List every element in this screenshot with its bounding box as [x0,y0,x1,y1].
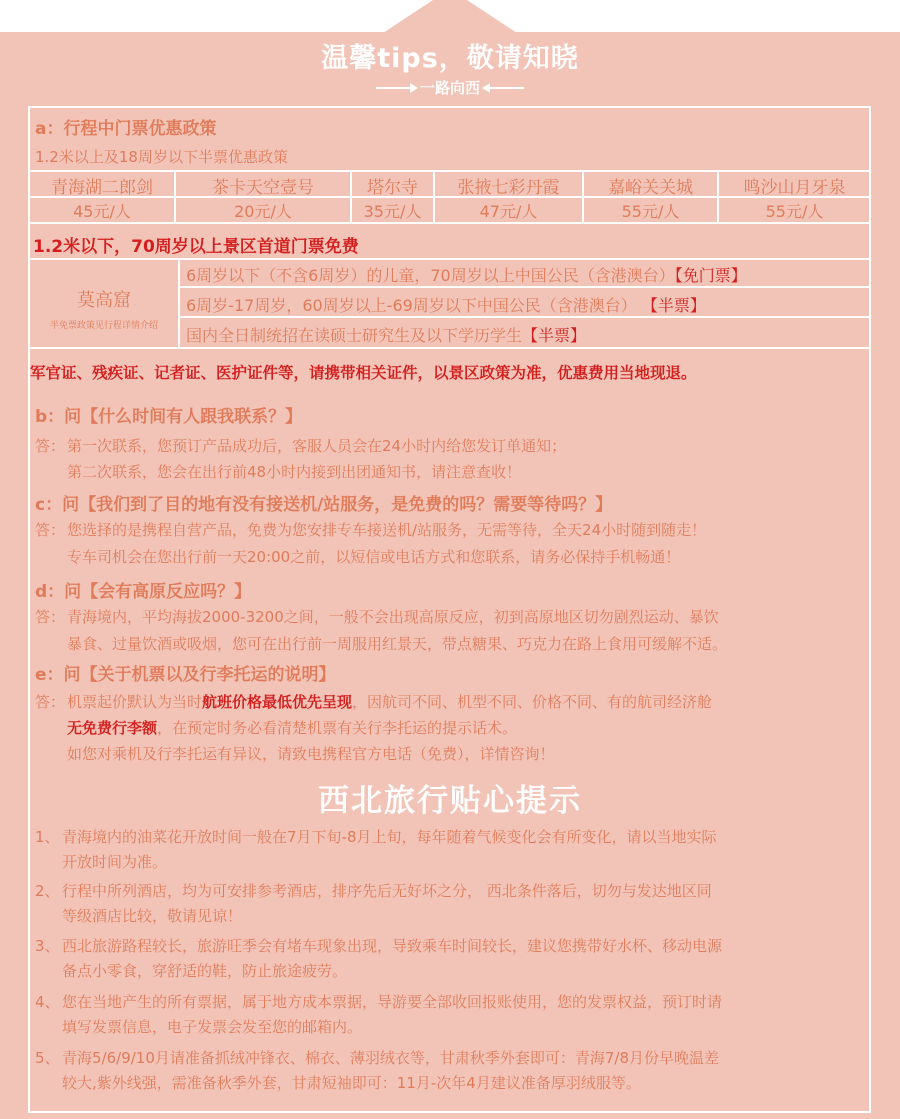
answer-text: ，因航司不同、机型不同、价格不同、有的航司经济舱 [352,693,713,711]
mogao-row-tag: 【半票】 [641,296,706,315]
answer-text: 机票起价默认为当时 [67,693,203,711]
question-c: c：问【我们到了目的地有没有接送机/站服务，是免费的吗？需要等待吗？】 [35,495,613,515]
site-name: 青海湖二郎剑 [51,178,153,198]
site-price: 20元/人 [234,202,292,221]
tip-line: 较大,紫外线强，需准备秋季外套，甘肃短袖即可：11月-次年4月建议准备厚羽绒服等。 [62,1074,641,1092]
answer-line: 专车司机会在您出行前一天20:00之前，以短信或电话方式和您联系，请务必保持手机畅通！ [67,548,681,566]
answer-line: 如您对乘机及行李托运有异议，请致电携程官方电话（免费），详情咨询！ [67,745,555,763]
tip-line: 青海5/6/9/10月请准备抓绒冲锋衣、棉衣、薄羽绒衣等，甘肃秋季外套即可：青海7/8月份早晚温差 [62,1049,720,1067]
mogao-row-text: 国内全日制统招在读硕士研究生及以下学历学生 [186,326,523,345]
answer-line: 青海境内，平均海拔2000-3200之间，一般不会出现高原反应，初到高原地区切勿剧烈运动、暴饮 [67,608,719,626]
table-line [30,347,870,349]
mogao-row-2 [186,293,706,316]
mogao-row-3 [186,323,586,346]
answer-line: 您选择的是携程自营产品，免费为您安排专车接送机/站服务，无需等待，全天24小时随到随走！ [67,521,707,539]
tip-number: 5、 [35,1049,60,1067]
site-name: 鸣沙山月牙泉 [743,178,846,198]
tip-number: 3、 [35,937,60,955]
answer-line: 第二次联系，您会在出行前48小时内接到出团通知书，请注意查收！ [67,463,522,481]
table-line [178,258,180,349]
answer-prefix: 答： [35,437,66,455]
tip-line: 行程中所列酒店，均为可安排参考酒店，排序先后无好坏之分， 西北条件落后，切勿与发达地区同 [62,882,712,900]
tip-number: 2、 [35,882,60,900]
tip-line: 您在当地产生的所有票据，属于地方成本票据，导游要全部收回报账使用，您的发票权益，预订时请 [62,993,723,1011]
site-name: 塔尔寺 [367,178,418,198]
answer-highlight: 航班价格最低优先呈现 [202,693,353,711]
section-a-heading: a：行程中门票优惠政策 [35,119,217,139]
site-name: 茶卡天空壹号 [212,178,314,198]
site-price: 55元/人 [765,202,824,221]
table-line [30,222,870,224]
site-name: 张掖七彩丹霞 [457,178,560,198]
free-ticket-note: 1.2米以下，70周岁以上景区首道门票免费 [33,237,359,257]
tip-number: 1、 [35,828,60,846]
mogao-row-text: 6周岁-17周岁，60周岁以上-69周岁以下中国公民（含港澳台） [186,296,637,315]
site-price: 55元/人 [621,202,680,221]
answer-line [67,691,712,712]
tips-title: 西北旅行贴心提示 [318,783,582,819]
mogao-small-note: 半免票政策见行程详情介绍 [49,321,158,331]
site-price: 35元/人 [363,202,422,221]
subtitle-text: 一路向西 [419,79,480,97]
mogao-name: 莫高窟 [77,290,131,311]
mogao-row-tag: 【半票】 [522,326,587,345]
table-line [30,258,870,260]
answer-prefix: 答： [35,521,66,539]
question-d: d：问【会有高原反应吗？】 [35,582,252,602]
arrow-right-icon [376,87,416,89]
mogao-row-text: 6周岁以下（不含6周岁）的儿童，70周岁以上中国公民（含港澳台） [186,266,675,285]
tip-line: 西北旅游路程较长，旅游旺季会有堵车现象出现，导致乘车时间较长，建议您携带好水杯、移动电源 [62,937,723,955]
answer-text: ，在预定时务必看清楚机票有关行李托运的提示话术。 [157,719,518,737]
site-price: 47元/人 [479,202,538,221]
half-ticket-note: 1.2米以上及18周岁以下半票优惠政策 [35,148,288,166]
top-tab-shape [383,0,517,34]
answer-prefix: 答： [35,608,66,626]
tip-line: 开放时间为准。 [62,853,168,871]
tip-line: 备点小零食，穿舒适的鞋，防止旅途疲劳。 [62,962,348,980]
answer-line: 暴食、过量饮酒或吸烟，您可在出行前一周服用红景天，带点糖果、巧克力在路上食用可缓解不适。 [67,635,728,653]
tip-line: 填写发票信息，电子发票会发至您的邮箱内。 [62,1018,363,1036]
arrow-left-icon [484,87,524,89]
table-line [30,170,870,172]
page-title: 温馨tips，敬请知晓 [321,43,579,74]
answer-line [67,717,517,738]
question-e: e：问【关于机票以及行李托运的说明】 [35,665,336,685]
table-line [178,316,870,318]
answer-prefix: 答： [35,693,66,711]
tip-line: 青海境内的油菜花开放时间一般在7月下旬-8月上旬，每年随着气候变化会有所变化，请以当地实际 [62,828,717,846]
site-price: 45元/人 [73,202,131,221]
table-line [178,286,870,288]
answer-line: 第一次联系，您预订产品成功后，客服人员会在24小时内给您发订单通知； [67,437,567,455]
certificate-note: 军官证、残疾证、记者证、医护证件等，请携带相关证件，以景区政策为准，优惠费用当地现退。 [30,364,697,382]
question-b: b：问【什么时间有人跟我联系？】 [35,407,303,427]
mogao-row-1 [186,263,747,286]
tip-line: 等级酒店比较，敬请见谅！ [62,907,243,925]
answer-highlight: 无免费行李额 [67,719,158,737]
tip-number: 4、 [35,993,60,1011]
page-subtitle [0,77,900,98]
mogao-row-tag: 【免门票】 [674,266,747,285]
site-name: 嘉峪关关城 [608,178,693,198]
